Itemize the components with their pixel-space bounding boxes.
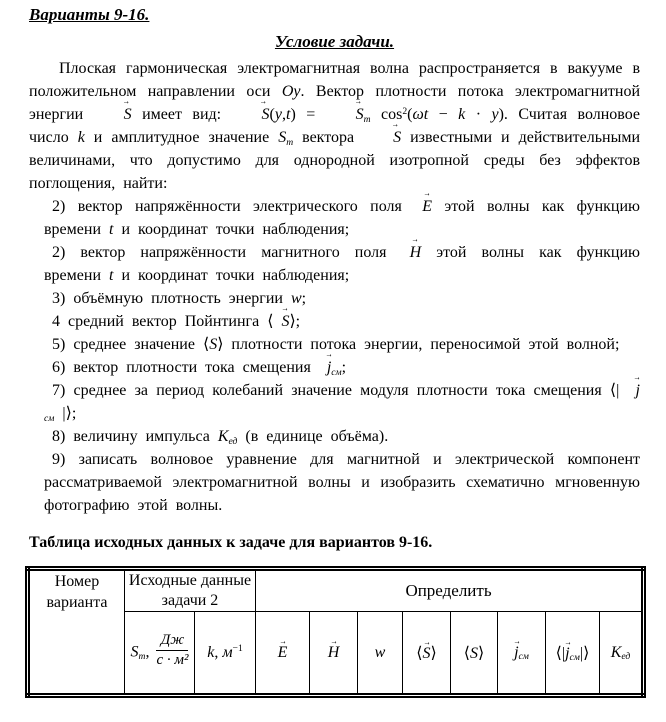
task-item: 7) среднее за период колебаний значение модуля плотности тока смещения ⟨| $j \to_{см}$ |⟩; (44, 379, 640, 425)
task-item: 5) среднее значение ⟨S⟩ плотности потока энергии, переносимой этой волной; (52, 336, 620, 353)
task-item: 4 средний вектор Пойнтинга ⟨ S →⟩; (44, 310, 640, 333)
task-item: 8) величину импульса $K_{ед}$ (в единице объёма). (52, 428, 389, 447)
task-condition-title: Условие задачи. (274, 32, 395, 51)
determine-header-cell: Определить (256, 569, 644, 612)
column-avg-s-cell: ⟨S⟩ (451, 612, 498, 696)
variant-number-header-cell: Номер варианта (28, 569, 125, 696)
column-avg-j-modulus-cell: ⟨|j $\to_{см}|⟩$ (546, 612, 600, 696)
source-data-header-cell: Исходные данные задачи 2 (125, 569, 256, 612)
task-items (29, 195, 640, 517)
task-item: 3) объёмную плотность энергии w; (52, 290, 307, 307)
fraction: $\frac{Дж}{\text{с · м²}}$ (156, 631, 189, 668)
column-e-vector-cell: E → (256, 612, 310, 696)
intro-paragraph: Плоская гармоническая электромагнитная волна распространяется в вакууме в положительном направлении оси Oy. Вектор плотности потока электромагнитной энергии S → имеет вид: $S \to(y,t) = S \to_m$ $\cos^2(\omega t - k \cdot y)$. Считая волновое число k и амплитудное значение $S_m$ вектора S → известными и действительными величинами, что допустимо для однородной изотропной среды без эффектов поглощения, найти: (29, 57, 640, 195)
column-j-displacement-cell: $j \to_{см}$ (498, 612, 546, 696)
task-item: 2) вектор напряжённости магнитного поля H → этой волны как функцию времени t и координат точки наблюдения; (44, 241, 640, 287)
task-item: 6) вектор плотности тока смещения $j \to_{см}$; (44, 356, 640, 379)
column-h-vector-cell: H → (310, 612, 358, 696)
variants-title: Варианты 9-16. (29, 5, 150, 24)
column-sm-cell: $S_m$, $\frac{Дж}{\text{с · м²}}$ (125, 612, 195, 696)
variants-data-table (25, 566, 646, 698)
column-k-impulse-cell: $K_{ед}$ (600, 612, 644, 696)
table-heading: Таблица исходных данных к задаче для вариантов 9-16. (29, 534, 433, 551)
column-k-cell: k, $м^{-1}$ (195, 612, 256, 696)
column-avg-s-vector-cell: ⟨S →⟩ (403, 612, 451, 696)
task-item: 9) записать волновое уравнение для магнитной и электрической компонент рассматриваемой электромагнитной волны и изобразить схематично мгновенную фотографию этой волны. (44, 451, 640, 514)
column-w-cell: w (358, 612, 403, 696)
task-item: 2) вектор напряжённости электрического поля E → этой волны как функцию времени t и координат точки наблюдения; (44, 195, 640, 241)
